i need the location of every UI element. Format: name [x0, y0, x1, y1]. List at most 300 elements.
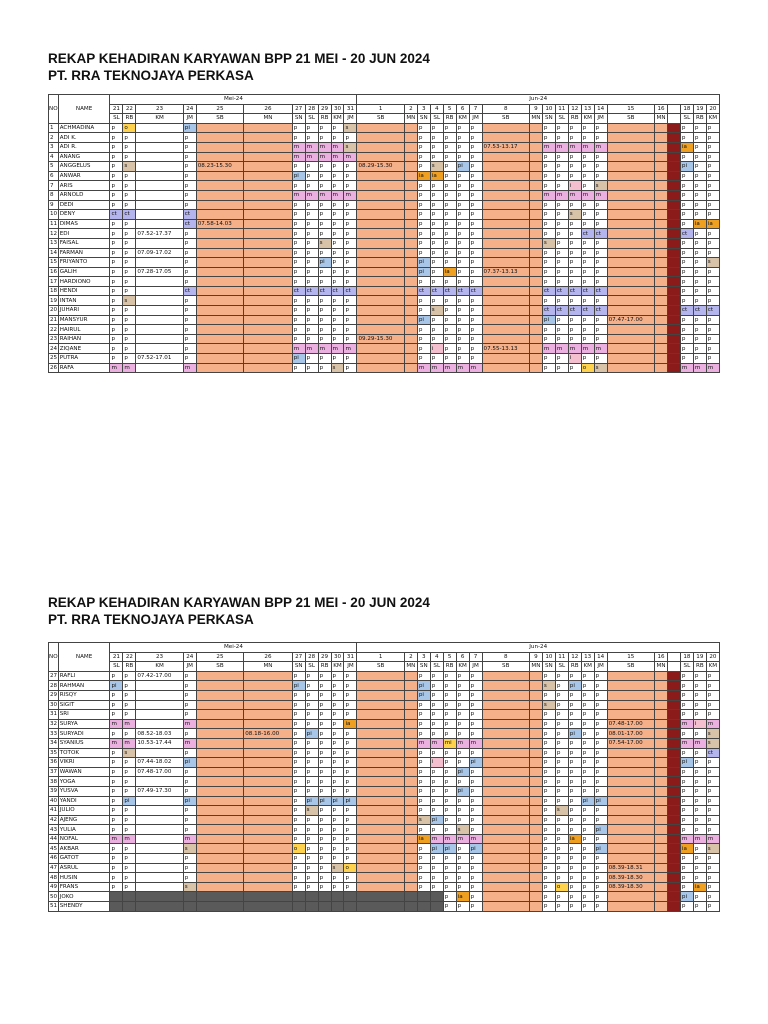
attendance-cell: p — [581, 171, 594, 181]
attendance-cell: p — [706, 690, 719, 700]
attendance-cell: p — [430, 729, 443, 739]
employee-row — [49, 238, 720, 248]
attendance-cell: p — [123, 306, 136, 316]
attendance-cell — [607, 296, 654, 306]
date-header: 7 — [469, 104, 482, 114]
attendance-cell: p — [581, 133, 594, 143]
attendance-cell: p — [555, 854, 568, 864]
month-jun-header: Jun-24 — [357, 643, 720, 653]
employee-name: ANANG — [58, 152, 110, 162]
row-number: 31 — [50, 711, 58, 718]
attendance-cell: p — [331, 854, 344, 864]
attendance-cell: ct — [581, 306, 594, 316]
date-header: 9 — [529, 104, 542, 114]
attendance-cell: p — [443, 758, 456, 768]
attendance-cell: 07.52-17.37 — [136, 229, 183, 239]
report-sheet-1 — [48, 50, 720, 84]
attendance-cell — [404, 200, 417, 210]
attendance-cell: p — [183, 306, 196, 316]
attendance-cell: p — [123, 267, 136, 277]
attendance-cell: m — [110, 738, 123, 748]
attendance-cell: p — [123, 133, 136, 143]
attendance-cell: p — [693, 854, 706, 864]
attendance-cell: p — [456, 344, 469, 354]
attendance-cell: p — [183, 863, 196, 873]
date-header: 20 — [706, 652, 719, 662]
attendance-cell: p — [568, 777, 581, 787]
attendance-cell: p — [331, 738, 344, 748]
attendance-cell: p — [417, 758, 430, 768]
no-column-header: NO — [49, 643, 59, 672]
attendance-cell — [482, 738, 529, 748]
attendance-cell: p — [568, 671, 581, 681]
attendance-cell: p — [344, 882, 357, 892]
attendance-cell: p — [123, 200, 136, 210]
attendance-cell: p — [123, 334, 136, 344]
attendance-cell: 08.39-18.30 — [607, 873, 654, 883]
attendance-cell: p — [318, 729, 331, 739]
attendance-cell: p — [706, 229, 719, 239]
date-header: 16 — [655, 652, 668, 662]
attendance-cell — [196, 844, 243, 854]
attendance-cell: p — [292, 162, 305, 172]
attendance-cell — [482, 854, 529, 864]
attendance-cell: p — [568, 200, 581, 210]
attendance-cell — [123, 892, 136, 902]
attendance-cell: p — [331, 229, 344, 239]
attendance-cell — [655, 671, 668, 681]
attendance-cell: p — [568, 758, 581, 768]
attendance-cell: p — [693, 700, 706, 710]
attendance-cell: p — [344, 334, 357, 344]
attendance-cell: p — [693, 238, 706, 248]
attendance-cell: p — [542, 806, 555, 816]
attendance-cell — [196, 325, 243, 335]
attendance-cell: p — [123, 286, 136, 296]
attendance-cell — [482, 729, 529, 739]
attendance-cell: p — [183, 671, 196, 681]
attendance-cell: p — [430, 700, 443, 710]
attendance-cell: pi — [305, 796, 318, 806]
row-number: 15 — [50, 259, 58, 266]
attendance-cell: p — [183, 229, 196, 239]
attendance-cell — [529, 863, 542, 873]
attendance-cell: m — [581, 142, 594, 152]
attendance-cell: p — [581, 738, 594, 748]
attendance-cell: p — [183, 700, 196, 710]
attendance-cell — [482, 181, 529, 191]
attendance-cell — [305, 892, 318, 902]
attendance-cell: p — [456, 882, 469, 892]
employee-row — [49, 863, 720, 873]
attendance-cell — [404, 277, 417, 287]
attendance-cell — [529, 844, 542, 854]
attendance-cell: p — [542, 863, 555, 873]
attendance-cell: m — [331, 190, 344, 200]
employee-name: TOTOK — [58, 748, 110, 758]
attendance-cell: p — [183, 334, 196, 344]
attendance-cell — [667, 892, 680, 902]
attendance-cell: p — [292, 671, 305, 681]
attendance-cell: p — [693, 748, 706, 758]
attendance-cell: p — [305, 681, 318, 691]
attendance-cell: p — [292, 123, 305, 133]
attendance-cell: p — [305, 748, 318, 758]
attendance-cell: p — [443, 671, 456, 681]
attendance-cell: p — [706, 854, 719, 864]
attendance-cell: p — [456, 690, 469, 700]
attendance-cell: p — [292, 334, 305, 344]
day-header: MN — [531, 115, 541, 122]
day-header: SB — [482, 662, 529, 672]
attendance-cell — [136, 200, 183, 210]
attendance-cell — [404, 671, 417, 681]
attendance-cell: m — [706, 719, 719, 729]
date-header: 18 — [680, 652, 693, 662]
attendance-cell: p — [110, 344, 123, 354]
attendance-cell — [244, 210, 293, 220]
attendance-cell: p — [680, 344, 693, 354]
attendance-cell: m — [680, 834, 693, 844]
attendance-cell: p — [680, 729, 693, 739]
attendance-cell: p — [706, 190, 719, 200]
attendance-cell — [667, 758, 680, 768]
attendance-cell: p — [469, 796, 482, 806]
attendance-cell: pi — [680, 892, 693, 902]
attendance-cell: p — [123, 690, 136, 700]
attendance-cell: p — [568, 892, 581, 902]
day-header: JM — [594, 662, 607, 672]
attendance-cell: p — [305, 210, 318, 220]
attendance-cell — [357, 286, 404, 296]
attendance-cell: p — [542, 873, 555, 883]
attendance-cell: m — [292, 142, 305, 152]
attendance-cell: p — [555, 902, 568, 912]
attendance-cell — [482, 748, 529, 758]
attendance-cell — [196, 767, 243, 777]
attendance-cell: p — [292, 315, 305, 325]
employee-name: JUHARI — [58, 306, 110, 316]
date-header: 26 — [244, 104, 293, 114]
attendance-cell: p — [680, 710, 693, 720]
attendance-cell — [244, 844, 293, 854]
attendance-cell: p — [706, 700, 719, 710]
attendance-cell: p — [706, 325, 719, 335]
attendance-cell: p — [555, 210, 568, 220]
row-number: 49 — [50, 884, 58, 891]
attendance-cell: m — [456, 834, 469, 844]
attendance-cell — [655, 133, 668, 143]
attendance-cell: p — [305, 738, 318, 748]
attendance-cell: ct — [183, 286, 196, 296]
attendance-cell — [404, 286, 417, 296]
attendance-cell: p — [318, 334, 331, 344]
attendance-cell: p — [430, 748, 443, 758]
attendance-cell: p — [680, 267, 693, 277]
attendance-cell: p — [542, 844, 555, 854]
attendance-cell: p — [443, 354, 456, 364]
attendance-cell: p — [318, 863, 331, 873]
attendance-cell: p — [292, 786, 305, 796]
attendance-cell: i — [568, 181, 581, 191]
attendance-cell: p — [542, 882, 555, 892]
attendance-table — [48, 94, 720, 373]
attendance-cell: p — [292, 219, 305, 229]
attendance-cell — [136, 796, 183, 806]
attendance-cell — [607, 806, 654, 816]
attendance-cell: p — [469, 729, 482, 739]
attendance-cell: p — [706, 758, 719, 768]
attendance-cell — [417, 902, 430, 912]
attendance-cell: p — [594, 354, 607, 364]
attendance-cell — [244, 834, 293, 844]
attendance-cell: o — [555, 882, 568, 892]
attendance-cell: pi — [594, 825, 607, 835]
attendance-cell: p — [568, 767, 581, 777]
attendance-cell: p — [706, 882, 719, 892]
attendance-cell: ct — [443, 286, 456, 296]
attendance-cell: p — [430, 786, 443, 796]
attendance-cell — [136, 806, 183, 816]
attendance-cell: p — [344, 248, 357, 258]
attendance-cell: pi — [680, 162, 693, 172]
no-column-header: NO — [49, 95, 59, 124]
employee-name: HUSIN — [58, 873, 110, 883]
attendance-cell: p — [555, 825, 568, 835]
attendance-cell: p — [594, 748, 607, 758]
attendance-cell — [404, 267, 417, 277]
date-header: 18 — [680, 104, 693, 114]
attendance-cell — [404, 748, 417, 758]
attendance-cell: p — [443, 777, 456, 787]
attendance-cell — [529, 700, 542, 710]
day-header: MN — [656, 663, 666, 670]
attendance-cell — [607, 777, 654, 787]
attendance-cell — [667, 296, 680, 306]
attendance-cell: p — [706, 315, 719, 325]
attendance-cell: ct — [581, 229, 594, 239]
attendance-cell: p — [594, 681, 607, 691]
row-number: 12 — [50, 230, 58, 237]
attendance-cell: 07.52-17.01 — [136, 354, 183, 364]
date-header: 21 — [110, 652, 123, 662]
attendance-cell — [655, 334, 668, 344]
attendance-cell: p — [555, 296, 568, 306]
attendance-cell: p — [469, 671, 482, 681]
attendance-cell: p — [305, 700, 318, 710]
date-header: 8 — [482, 104, 529, 114]
attendance-cell: ct — [594, 229, 607, 239]
attendance-cell: p — [469, 344, 482, 354]
attendance-cell: p — [542, 354, 555, 364]
employee-name: AKBAR — [58, 844, 110, 854]
attendance-cell: p — [344, 700, 357, 710]
attendance-cell: p — [469, 277, 482, 287]
attendance-cell: p — [430, 296, 443, 306]
attendance-cell — [244, 854, 293, 864]
attendance-cell: p — [594, 806, 607, 816]
attendance-cell — [404, 796, 417, 806]
attendance-cell — [357, 700, 404, 710]
attendance-cell: p — [417, 825, 430, 835]
attendance-cell: p — [443, 815, 456, 825]
attendance-cell: p — [344, 162, 357, 172]
attendance-cell: p — [594, 248, 607, 258]
attendance-cell — [244, 238, 293, 248]
attendance-cell: p — [568, 863, 581, 873]
attendance-cell — [404, 152, 417, 162]
attendance-cell — [404, 758, 417, 768]
attendance-cell: p — [706, 171, 719, 181]
attendance-cell: p — [555, 786, 568, 796]
attendance-cell: p — [581, 248, 594, 258]
attendance-cell: ct — [430, 286, 443, 296]
attendance-cell: 07.55-13.13 — [482, 344, 529, 354]
attendance-cell: 07.37-13.13 — [482, 267, 529, 277]
attendance-cell: ia — [680, 844, 693, 854]
attendance-cell — [357, 892, 404, 902]
attendance-cell: p — [469, 854, 482, 864]
attendance-cell: p — [331, 777, 344, 787]
attendance-cell: 10.53-17.44 — [136, 738, 183, 748]
attendance-cell — [482, 334, 529, 344]
attendance-cell: p — [417, 671, 430, 681]
attendance-cell: p — [542, 171, 555, 181]
attendance-cell: p — [331, 700, 344, 710]
attendance-cell: p — [344, 229, 357, 239]
attendance-cell: p — [594, 267, 607, 277]
attendance-cell: p — [469, 902, 482, 912]
attendance-cell: p — [706, 296, 719, 306]
attendance-cell: p — [318, 671, 331, 681]
attendance-cell: p — [318, 229, 331, 239]
attendance-cell — [482, 258, 529, 268]
attendance-cell — [667, 133, 680, 143]
attendance-cell: p — [542, 786, 555, 796]
attendance-cell: 08.29-15.30 — [357, 162, 404, 172]
date-header: 30 — [331, 652, 344, 662]
attendance-cell: p — [542, 267, 555, 277]
attendance-cell: p — [555, 171, 568, 181]
attendance-cell — [607, 123, 654, 133]
attendance-cell: p — [292, 863, 305, 873]
attendance-cell: p — [305, 719, 318, 729]
attendance-cell: p — [344, 363, 357, 373]
attendance-cell — [244, 748, 293, 758]
attendance-cell — [482, 892, 529, 902]
attendance-cell: p — [417, 729, 430, 739]
attendance-cell — [244, 277, 293, 287]
attendance-cell: p — [568, 123, 581, 133]
attendance-cell: p — [581, 748, 594, 758]
attendance-cell: p — [183, 729, 196, 739]
attendance-cell — [607, 200, 654, 210]
attendance-cell: p — [430, 181, 443, 191]
attendance-cell: p — [469, 863, 482, 873]
attendance-cell: p — [443, 248, 456, 258]
attendance-cell — [667, 671, 680, 681]
day-header: JM — [594, 114, 607, 124]
employee-row — [49, 181, 720, 191]
row-number: 28 — [50, 682, 58, 689]
attendance-cell: p — [292, 729, 305, 739]
attendance-cell: p — [318, 748, 331, 758]
attendance-cell: s — [331, 363, 344, 373]
attendance-cell: p — [581, 200, 594, 210]
employee-row — [49, 834, 720, 844]
date-header: 1 — [357, 104, 404, 114]
attendance-cell: p — [469, 267, 482, 277]
attendance-cell — [136, 210, 183, 220]
attendance-cell: p — [123, 671, 136, 681]
attendance-cell: p — [693, 863, 706, 873]
attendance-cell: p — [417, 806, 430, 816]
attendance-cell — [244, 123, 293, 133]
attendance-cell: p — [456, 844, 469, 854]
attendance-cell — [529, 758, 542, 768]
attendance-cell: p — [305, 363, 318, 373]
attendance-cell: p — [110, 796, 123, 806]
attendance-cell: p — [331, 334, 344, 344]
attendance-cell: p — [292, 277, 305, 287]
employee-row — [49, 738, 720, 748]
attendance-cell: pi — [456, 162, 469, 172]
attendance-cell — [655, 786, 668, 796]
attendance-cell — [655, 123, 668, 133]
attendance-cell: p — [706, 142, 719, 152]
attendance-cell — [482, 873, 529, 883]
attendance-cell — [667, 190, 680, 200]
attendance-cell: p — [680, 815, 693, 825]
attendance-cell: p — [318, 123, 331, 133]
attendance-cell: p — [581, 729, 594, 739]
attendance-cell — [136, 681, 183, 691]
day-header: RB — [568, 662, 581, 672]
attendance-cell: p — [443, 171, 456, 181]
attendance-cell: p — [292, 873, 305, 883]
attendance-cell — [136, 238, 183, 248]
attendance-cell: pi — [417, 267, 430, 277]
attendance-cell: p — [331, 758, 344, 768]
employee-row — [49, 200, 720, 210]
attendance-cell: p — [417, 882, 430, 892]
attendance-cell — [404, 219, 417, 229]
attendance-cell — [357, 767, 404, 777]
attendance-cell: p — [110, 873, 123, 883]
attendance-cell: p — [568, 748, 581, 758]
attendance-cell: p — [331, 710, 344, 720]
attendance-cell: p — [110, 152, 123, 162]
attendance-cell — [482, 882, 529, 892]
attendance-cell — [655, 777, 668, 787]
attendance-cell — [482, 123, 529, 133]
attendance-cell: p — [542, 248, 555, 258]
attendance-cell: p — [581, 834, 594, 844]
attendance-cell: p — [110, 777, 123, 787]
attendance-cell: o — [344, 863, 357, 873]
attendance-cell: p — [305, 786, 318, 796]
attendance-cell — [482, 863, 529, 873]
attendance-cell: p — [680, 258, 693, 268]
attendance-cell: p — [123, 844, 136, 854]
attendance-cell — [607, 854, 654, 864]
attendance-cell — [529, 306, 542, 316]
attendance-cell: ct — [542, 306, 555, 316]
attendance-cell: s — [123, 296, 136, 306]
date-header: 6 — [456, 652, 469, 662]
attendance-cell: ia — [417, 834, 430, 844]
attendance-cell — [196, 719, 243, 729]
